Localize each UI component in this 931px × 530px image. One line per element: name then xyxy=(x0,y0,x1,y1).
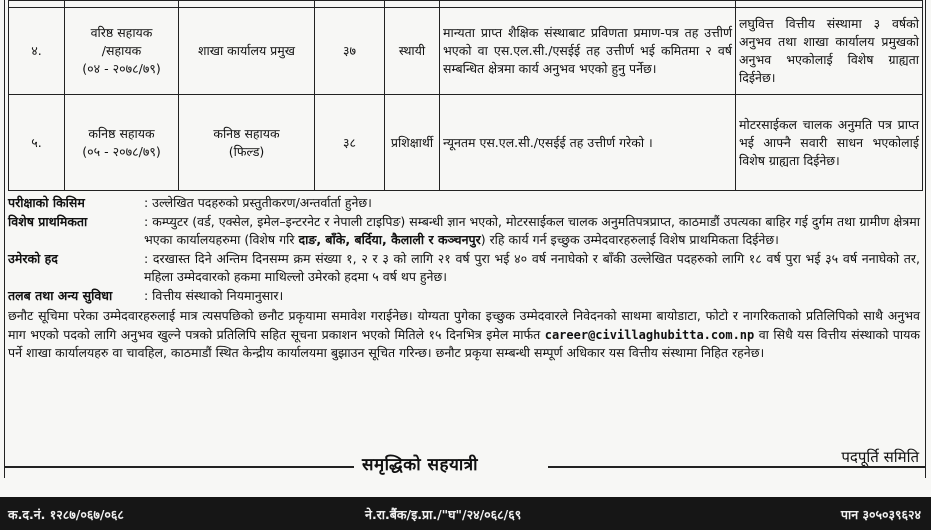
instructions-text-end: वा सिधै यस वित्तीय संस्थाको पायक पर्ने शाखा कार्यालयहरु वा चावहिल, काठमाडौं स्थित केन्द्रीय कार्यालयमा बुझाउन सूचित गरिन्छ। छनौट प्रकृया सम्बन्धी सम्पूर्ण अधिकार यस वित्तीय संस्थामा निहित रहनेछ। xyxy=(8,326,920,360)
nrb-license-number: ने.रा.बैंक/इ.प्रा./"घ"/२४/०६८/६९ xyxy=(365,507,522,522)
serial-number: ४. xyxy=(9,8,65,95)
age-limit-row xyxy=(8,250,920,287)
serial-number: ५. xyxy=(9,95,65,191)
qualification: मान्यता प्राप्त शैक्षिक संस्थाबाट प्रविणता प्रमाण-पत्र तह उत्तीर्ण भएको वा एस.एल.सी./एसईई तह उत्तीर्ण भई कमितमा २ वर्ष सम्बन्धित क्षेत्रमा कार्य अनुभव भएको हुनु पर्नेछ। xyxy=(440,8,736,95)
preference: मोटरसाईकल चालक अनुमति पत्र प्राप्त भई आफ्नै सवारी साधन भएकोलाई विशेष ग्राह्यता दिईनेछ। xyxy=(736,95,923,191)
footer-divider-left xyxy=(4,466,354,468)
age-limit-value: : दरखास्त दिने अन्तिम दिनसम्म क्रम संख्या १, २ र ३ को लागि २१ वर्ष पुरा भई ४० वर्ष ननाघेको र बाँकी उल्लेखित पदहरुको लागि १८ वर्ष पुरा भई ३५ वर्ष ननाघेको तर, महिला उम्मेदवारको हकमा माथिल्लो उमेरको हदमा ५ वर्ष थप हुनेछ। xyxy=(144,250,920,284)
registration-footer-bar xyxy=(0,497,931,530)
preference: लघुवित्त वित्तीय संस्थामा ३ वर्षको अनुभव तथा शाखा कार्यालय प्रमुखको अनुभव भएकोलाई विशेष ग्राह्यता दिईनेछ। xyxy=(736,8,923,95)
age-limit-label: उमेरको हद xyxy=(8,250,58,266)
vacancy-table xyxy=(8,0,923,191)
special-priority-row xyxy=(8,213,920,250)
post-title: कनिष्ठ सहायक (०५ - २०७८/७९) xyxy=(65,95,179,191)
notes-section xyxy=(8,194,920,363)
table-row-cut-off xyxy=(9,1,923,8)
special-priority-value xyxy=(144,213,920,250)
registration-number: क.द.नं. १२८७/०६७/०६८ xyxy=(8,507,124,522)
career-email: career@civillaghubitta.com.np xyxy=(544,327,755,342)
instructions-text-start: छनौट सूचिमा परेका उम्मेदवारहरुलाई मात्र त्यसपछिको छनौट प्रकृयामा समावेश गराईनेछ। योग्यता पुगेका इच्छुक उम्मेदवारले निवेदनको साथमा बायोडाटा, फोटो र नागरिकताको प्रतिलिपिको साथै अनुभव माग भएको पदको लागि अनुभव खुल्ने पत्रको प्रतिलिपि सहित सूचना प्रकाशन भएको मितिले १५ दिनभित्र इमेल मार्फत xyxy=(8,308,920,342)
exam-type-label: परीक्षाको किसिम xyxy=(8,195,85,210)
priority-text-end: ) रहि कार्य गर्न इच्छुक उम्मेदवारहरुलाई विशेष प्राथमिकता दिईनेछ। xyxy=(480,232,779,247)
assignment: शाखा कार्यालय प्रमुख xyxy=(179,8,315,95)
employment-type: प्रशिक्षार्थी xyxy=(385,95,440,191)
brand-tagline: समृद्धिको सहयात्री xyxy=(362,455,479,475)
recruitment-committee: पदपूर्ति समिति xyxy=(841,448,919,466)
exam-type-row xyxy=(8,194,920,213)
post-title: वरिष्ठ सहायक /सहायक (०४ - २०७८/७९) xyxy=(65,8,179,95)
age-limit: ३७ xyxy=(315,8,385,95)
special-priority-label: विशेष प्राथमिकता xyxy=(8,213,88,229)
assignment: कनिष्ठ सहायक (फिल्ड) xyxy=(179,95,315,191)
table-row xyxy=(9,8,923,95)
table-row xyxy=(9,95,923,191)
employment-type: स्थायी xyxy=(385,8,440,95)
pan-number: पान ३०५०३९६२४ xyxy=(840,507,921,522)
application-instructions xyxy=(8,307,920,363)
salary-value: : वित्तीय संस्थाको नियमानुसार। xyxy=(144,287,284,303)
priority-text-start: : कम्प्युटर (वर्ड, एक्सेल, इमेल–इन्टरनेट र नेपाली टाइपिङ) सम्बन्धी ज्ञान भएको, मोटरसाईकल चालक अनुमतिपत्रप्राप्त, काठमाडौं उपत्यका बाहिर गई दुर्गम तथा ग्रामीण क्षेत्रमा भएका कार्यालयहरुमा (विशेष गरि xyxy=(144,213,920,247)
age-limit: ३८ xyxy=(315,95,385,191)
salary-label: तलब तथा अन्य सुविधा xyxy=(8,287,113,303)
salary-row xyxy=(8,287,920,306)
exam-type-value: : उल्लेखित पदहरुको प्रस्तुतीकरण/अन्तर्वार्ता हुनेछ। xyxy=(144,195,372,210)
priority-districts: दाङ, बाँके, बर्दिया, कैलाली र कञ्चनपुर xyxy=(298,232,481,247)
qualification: न्यूनतम एस.एल.सी./एसईई तह उत्तीर्ण गरेको । xyxy=(440,95,736,191)
